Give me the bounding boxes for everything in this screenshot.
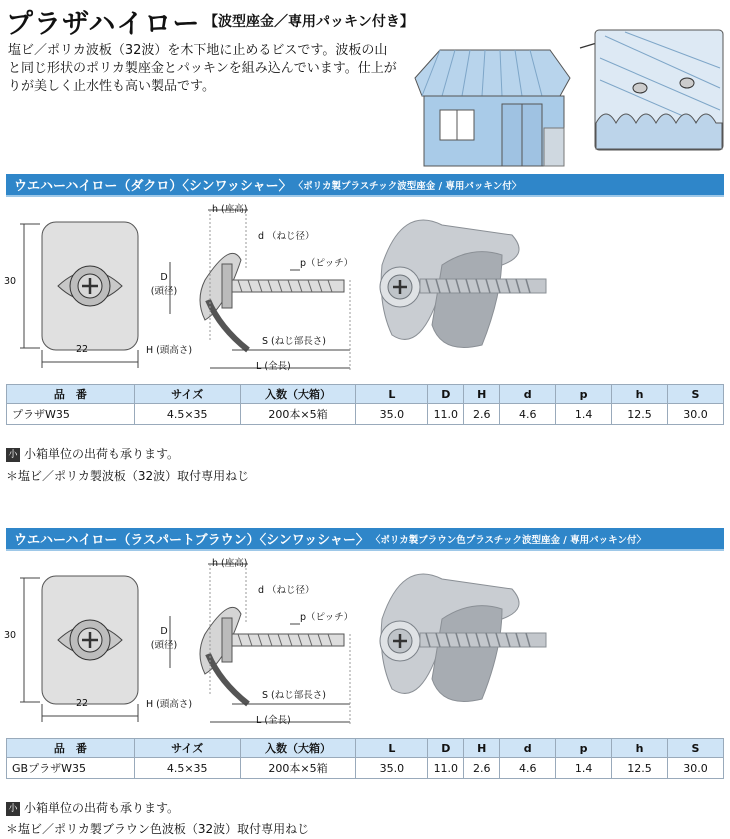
cell-d: 4.6 (500, 758, 556, 779)
section1-product-photo (372, 205, 562, 370)
section2-note-small-box-text: 小箱単位の出荷も承ります。 (24, 801, 180, 815)
house-illustration (410, 28, 724, 168)
cell-quantity: 200本×5箱 (240, 758, 356, 779)
cell-L: 35.0 (356, 758, 428, 779)
col-header-size: サイズ (134, 739, 240, 758)
section1-L-label: L (全長) (256, 361, 291, 372)
section1-p-label: p（ピッチ） (300, 258, 354, 269)
page-subtitle: 【波型座金／専用パッキン付き】 (204, 14, 414, 30)
section1-height-label: 30 (4, 276, 17, 287)
section2-D-label: D (頭径) (150, 626, 178, 651)
col-header-quantity: 入数（大箱） (240, 739, 356, 758)
section2-spec-table (6, 738, 724, 779)
col-header-part-no: 品 番 (7, 739, 135, 758)
col-header-d: d (500, 385, 556, 404)
cell-size: 4.5×35 (134, 404, 240, 425)
section2-H-label: H (頭高さ) (146, 699, 193, 710)
table-header-row (7, 385, 724, 404)
cell-part-no: GBプラザW35 (7, 758, 135, 779)
col-header-p: p (556, 385, 612, 404)
section1-S-label: S (ねじ部長さ) (262, 336, 326, 347)
section2-p-label: p（ピッチ） (300, 612, 354, 623)
cell-d: 4.6 (500, 404, 556, 425)
col-header-S: S (667, 739, 723, 758)
col-header-H: H (464, 385, 500, 404)
col-header-D: D (428, 739, 464, 758)
small-box-icon: 小 (6, 448, 20, 462)
section2-S-label: S (ねじ部長さ) (262, 690, 326, 701)
cell-D: 11.0 (428, 404, 464, 425)
col-header-h: h (612, 385, 668, 404)
cell-quantity: 200本×5箱 (240, 404, 356, 425)
section2-note-small-box (6, 799, 179, 816)
col-header-L: L (356, 385, 428, 404)
cell-part-no: プラザW35 (7, 404, 135, 425)
section1-h-label: h (座高) (212, 204, 248, 215)
cell-h: 12.5 (612, 404, 668, 425)
section2-band-subtitle: 〈ポリカ製ブラウン色プラスチック波型座金 / 専用パッキン付〉 (370, 534, 646, 546)
section1-band-subtitle: 〈ポリカ製プラスチック波型座金 / 専用パッキン付〉 (293, 180, 522, 192)
intro-text: 塩ビ／ポリカ波板（32波）を木下地に止めるビスです。波板の山と同じ形状のポリカ製座金とパッキンを組み込んでいます。仕上がりが美しく止水性も高い製品です。 (8, 43, 397, 94)
col-header-L: L (356, 739, 428, 758)
section2-product-photo (372, 559, 562, 724)
cell-H: 2.6 (464, 758, 500, 779)
section1-width-label: 22 (76, 344, 89, 355)
cell-H: 2.6 (464, 404, 500, 425)
section2-L-label: L (全長) (256, 715, 291, 726)
col-header-p: p (556, 739, 612, 758)
col-header-size: サイズ (134, 385, 240, 404)
col-header-H: H (464, 739, 500, 758)
section2-band (6, 528, 724, 549)
section1-band (6, 174, 724, 195)
cell-S: 30.0 (667, 758, 723, 779)
cell-D: 11.0 (428, 758, 464, 779)
page-title: プラザハイロー (6, 9, 201, 40)
col-header-h: h (612, 739, 668, 758)
col-header-d: d (500, 739, 556, 758)
section1-d-label: d （ねじ径） (258, 231, 315, 242)
section1-note-small-box-text: 小箱単位の出荷も承ります。 (24, 447, 180, 461)
section1-note-small-box (6, 445, 179, 462)
table-row (7, 404, 724, 425)
section2-band-title: ウエハーハイロー（ラスパートブラウン）〈シンワッシャー〉 (14, 533, 369, 548)
cell-p: 1.4 (556, 404, 612, 425)
cell-size: 4.5×35 (134, 758, 240, 779)
section2-note-dedicated: ＊塩ビ／ポリカ製ブラウン色波板（32波）取付専用ねじ (6, 822, 310, 836)
table-header-row (7, 739, 724, 758)
cell-p: 1.4 (556, 758, 612, 779)
cell-L: 35.0 (356, 404, 428, 425)
section2-height-label: 30 (4, 630, 17, 641)
table-row (7, 758, 724, 779)
section1-note-dedicated: ＊塩ビ／ポリカ製波板（32波）取付専用ねじ (6, 469, 250, 483)
section1-band-title: ウエハーハイロー（ダクロ）〈シンワッシャー〉 (14, 179, 292, 194)
col-header-S: S (667, 385, 723, 404)
col-header-quantity: 入数（大箱） (240, 385, 356, 404)
section1-spec-table (6, 384, 724, 425)
col-header-part-no: 品 番 (7, 385, 135, 404)
section1-H-label: H (頭高さ) (146, 345, 193, 356)
section2-d-label: d （ねじ径） (258, 585, 315, 596)
section2-width-label: 22 (76, 698, 89, 709)
section1-D-label: D (頭径) (150, 272, 178, 297)
small-box-icon: 小 (6, 802, 20, 816)
cell-S: 30.0 (667, 404, 723, 425)
col-header-D: D (428, 385, 464, 404)
cell-h: 12.5 (612, 758, 668, 779)
section2-h-label: h (座高) (212, 558, 248, 569)
